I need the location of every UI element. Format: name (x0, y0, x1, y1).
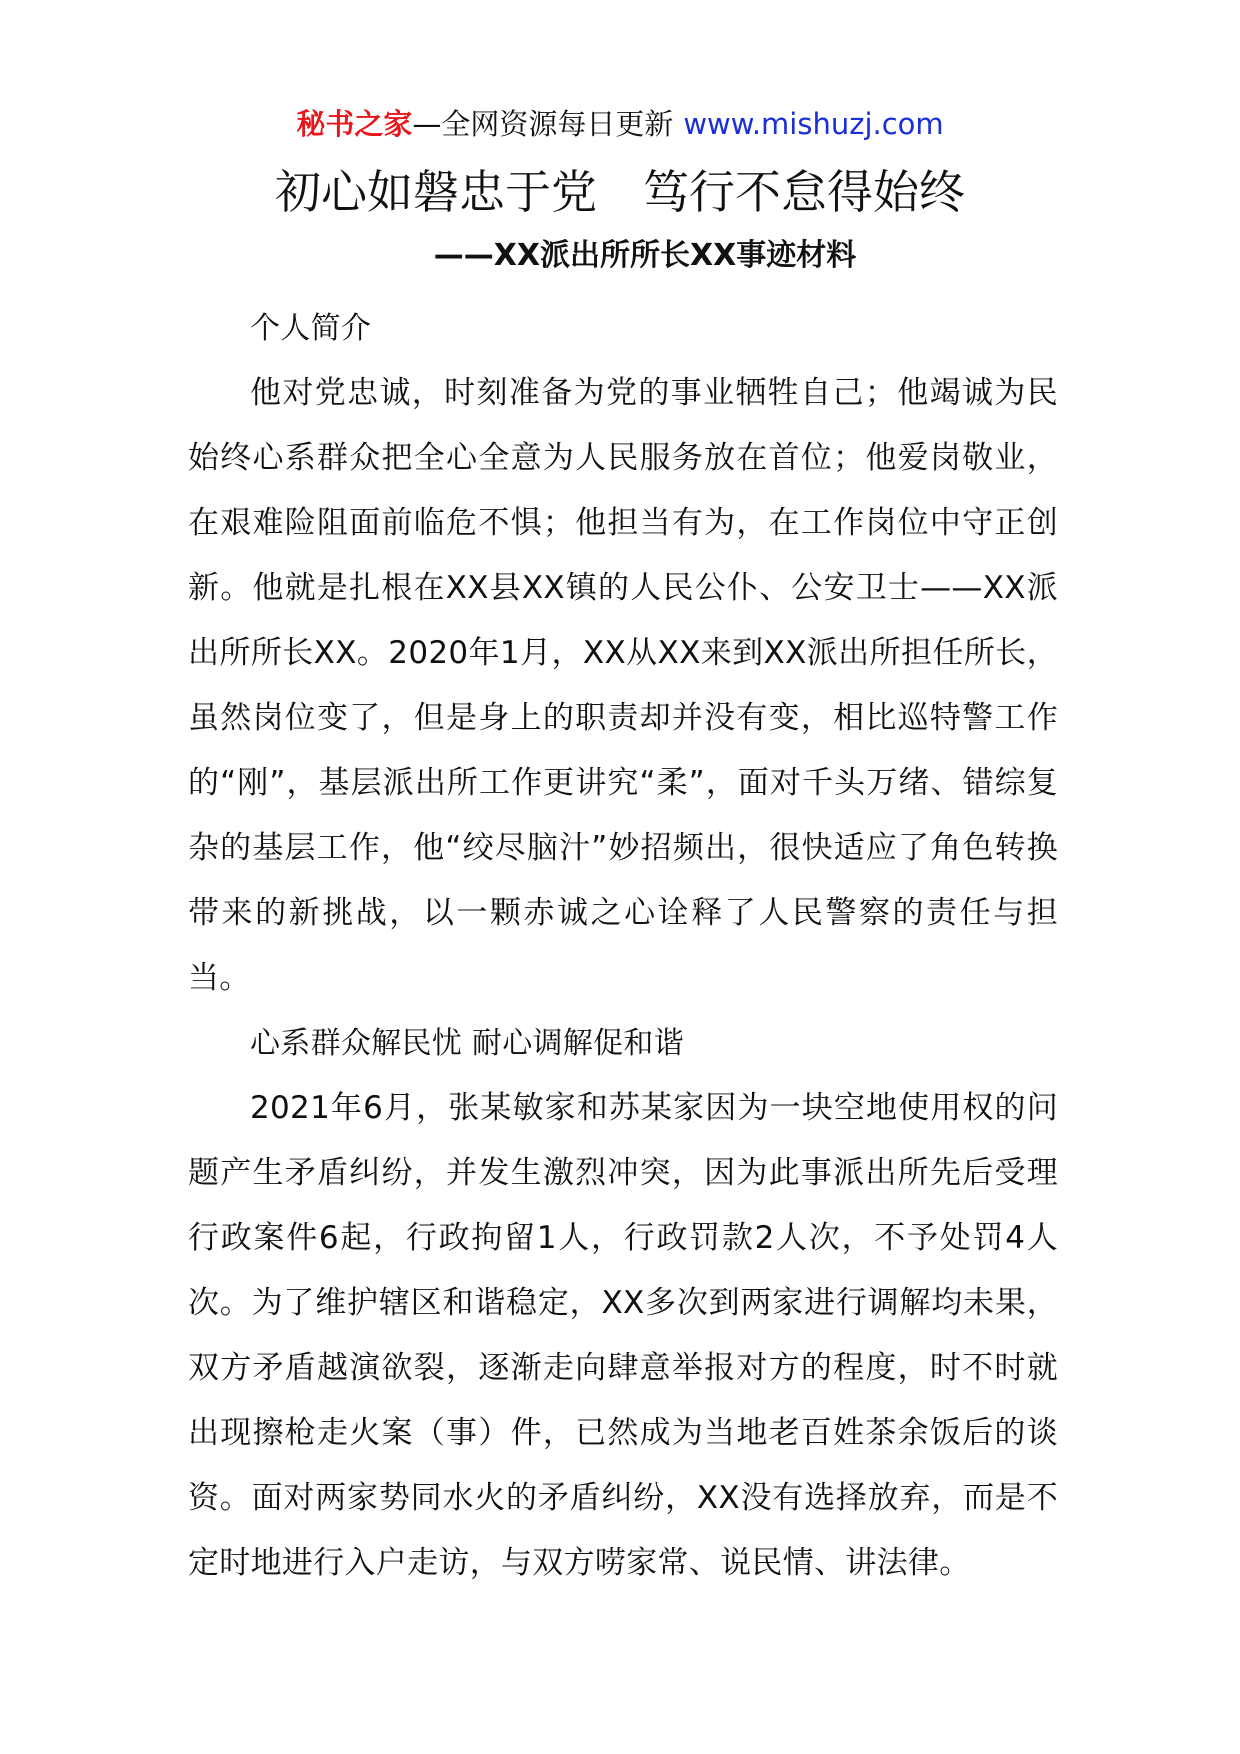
brand-name: 秘书之家 (296, 107, 413, 141)
section-heading-profile: 个人简介 (250, 311, 372, 346)
banner-tagline: —全网资源每日更新 (412, 107, 674, 141)
body-paragraph: 2021年6月，张某敏家和苏某家因为一块空地使用权的问题产生矛盾纠纷，并发生激烈冲突，因为此事派出所先后受理行政案件6起，行政拘留1人，行政罚款2人次，不予处罚4人次。为了维护辖区和谐稳定，XX多次到两家进行调解均未果，双方矛盾越演欲裂，逐渐走向肆意举报对方的程度，时不时就出现擦枪走火案（事）件，已然成为当地老百姓茶余饭后的谈资。面对两家势同水火的矛盾纠纷，XX没有选择放弃，而是不定时地进行入户走访，与双方唠家常、说民情、讲法律。 (188, 1090, 1058, 1581)
document-subtitle: ——XX派出所所长XX事迹材料 (433, 238, 857, 273)
site-banner (0, 104, 1240, 144)
body-paragraph: 他对党忠诚，时刻准备为党的事业牺牲自己；他竭诚为民始终心系群众把全心全意为人民服务放在首位；他爱岗敬业，在艰难险阻面前临危不惧；他担当有为，在工作岗位中守正创新。他就是扎根在XX县XX镇的人民公仆、公安卫士——XX派出所所长XX。2020年1月，XX从XX来到XX派出所担任所长，虽然岗位变了，但是身上的职责却并没有变，相比巡特警工作的“刚”，基层派出所工作更讲究“柔”，面对千头万绪、错综复杂的基层工作，他“绞尽脑汁”妙招频出，很快适应了角色转换带来的新挑战，以一颗赤诚之心诠释了人民警察的责任与担当。 (188, 375, 1058, 996)
document-title: 初心如磐忠于党 笃行不怠得始终 (275, 165, 965, 219)
section-heading-mediation: 心系群众解民忧 耐心调解促和谐 (250, 1026, 685, 1061)
site-url-link[interactable]: www.mishuzj.com (683, 107, 944, 141)
document-body (188, 296, 1058, 1596)
